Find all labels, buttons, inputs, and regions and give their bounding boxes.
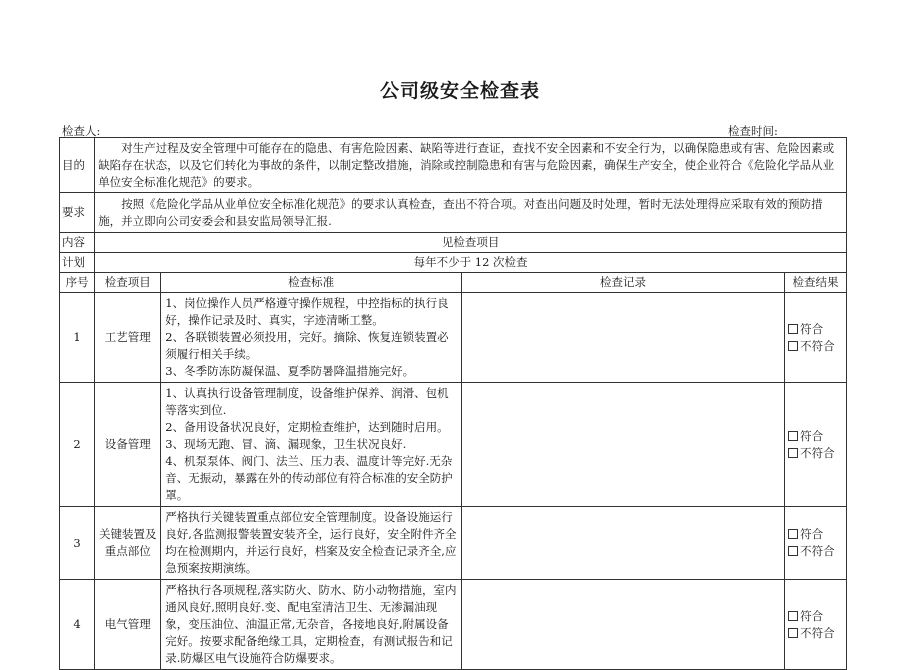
- content-row: [60, 233, 847, 253]
- checkbox-icon[interactable]: [788, 611, 798, 621]
- row-no: 2: [60, 383, 95, 507]
- row-standard: [161, 293, 462, 383]
- safety-check-table: [59, 137, 847, 670]
- row-result: [785, 383, 847, 507]
- purpose-row: [60, 138, 847, 193]
- standard-line: 严格执行各项规程,落实防火、防水、防小动物措施，室内通风良好,照明良好.变、配电室清洁卫生、无渗漏油现象，变压油位、油温正常,无杂音，各接地良好,附属设备完好。按要求配备绝缘工具，定期检查，有测试报告和记录.防爆区电气设施符合防爆要求。: [165, 583, 457, 665]
- fail-option[interactable]: [788, 625, 843, 642]
- pass-option[interactable]: [788, 608, 843, 625]
- pass-option[interactable]: [788, 321, 843, 338]
- table-row: [60, 580, 847, 670]
- header-standard: 检查标准: [161, 273, 462, 293]
- fail-label: 不符合: [800, 544, 835, 558]
- standard-line: 4、机泵泵体、阀门、法兰、压力表、温度计等完好.无杂音、无振动，暴露在外的传动部位有符合标准的安全防护罩。: [165, 454, 453, 502]
- fail-option[interactable]: [788, 445, 843, 462]
- standard-line: 2、备用设备状况良好，定期检查维护，达到随时启用。: [165, 420, 449, 434]
- header-row: [60, 273, 847, 293]
- standard-line: 1、岗位操作人员严格遵守操作规程，中控指标的执行良好，操作记录及时、真实，字迹清晰工整。: [165, 296, 449, 327]
- inspection-time-label: 检查时间:: [728, 124, 778, 138]
- purpose-label: 目的: [60, 138, 95, 193]
- row-result: [785, 293, 847, 383]
- row-result: [785, 580, 847, 670]
- standard-line: 3、冬季防冻防凝保温、夏季防暑降温措施完好。: [165, 364, 415, 378]
- row-item: 设备管理: [95, 383, 161, 507]
- row-item: 工艺管理: [95, 293, 161, 383]
- standard-line: 严格执行关键装置重点部位安全管理制度。设备设施运行良好,各监测报警装置安装齐全，运行良好，安全附件齐全均在检测期内，并运行良好，档案及安全检查记录齐全,应急预案按期演练。: [165, 510, 457, 575]
- checkbox-icon[interactable]: [788, 341, 798, 351]
- fail-option[interactable]: [788, 543, 843, 560]
- pass-label: 符合: [800, 321, 824, 336]
- standard-line: 1、认真执行设备管理制度，设备维护保养、润滑、包机等落实到位.: [165, 386, 449, 417]
- content-value: 见检查项目: [95, 233, 847, 253]
- checkbox-icon[interactable]: [788, 529, 798, 539]
- pass-label: 符合: [800, 608, 824, 623]
- header-item: 检查项目: [95, 273, 161, 293]
- fail-label: 不符合: [800, 338, 835, 353]
- requirement-text: 按照《危险化学品从业单位安全标准化规范》的要求认真检查，查出不符合项。对查出问题及时处理，暂时无法处理得应采取有效的预防措施，并立即向公司安委会和县安监局领导汇报.: [95, 193, 847, 233]
- row-record[interactable]: [462, 293, 785, 383]
- row-result: [785, 507, 847, 580]
- row-standard: [161, 383, 462, 507]
- requirement-label: 要求: [60, 193, 95, 233]
- purpose-text: 对生产过程及安全管理中可能存在的隐患、有害危险因素、缺陷等进行查证，查找不安全因素和不安全行为，以确保隐患或有害、危险因素或缺陷存在状态，以及它们转化为事故的条件，以制定整改措施，消除或控制隐患和有害与危险因素，确保生产安全，使企业符合《危险化学品从业单位安全标准化规范》的要求。: [95, 138, 847, 193]
- pass-label: 符合: [800, 527, 824, 541]
- row-no: 1: [60, 293, 95, 383]
- fail-label: 不符合: [800, 445, 835, 460]
- checkbox-icon[interactable]: [788, 628, 798, 638]
- row-record[interactable]: [462, 580, 785, 670]
- table-row: [60, 383, 847, 507]
- plan-row: [60, 253, 847, 273]
- header-record: 检查记录: [462, 273, 785, 293]
- table-row: [60, 507, 847, 580]
- plan-label: 计划: [60, 253, 95, 273]
- row-no: 4: [60, 580, 95, 670]
- row-no: 3: [60, 507, 95, 580]
- checkbox-icon[interactable]: [788, 324, 798, 334]
- checkbox-icon[interactable]: [788, 448, 798, 458]
- standard-line: 2、各联锁装置必须投用，完好。摘除、恢复连锁装置必须履行相关手续。: [165, 330, 449, 361]
- page-title: 公司级安全检查表: [379, 80, 540, 102]
- header-result: 检查结果: [785, 273, 847, 293]
- row-standard: [161, 580, 462, 670]
- standard-line: 3、现场无跑、冒、滴、漏现象，卫生状况良好.: [165, 437, 407, 451]
- row-item: 电气管理: [95, 580, 161, 670]
- checkbox-icon[interactable]: [788, 546, 798, 556]
- pass-label: 符合: [800, 428, 824, 443]
- requirement-row: [60, 193, 847, 233]
- row-standard: [161, 507, 462, 580]
- checkbox-icon[interactable]: [788, 431, 798, 441]
- pass-option[interactable]: [788, 428, 843, 445]
- fail-option[interactable]: [788, 338, 843, 355]
- inspector-label: 检查人:: [62, 124, 101, 138]
- pass-option[interactable]: [788, 526, 843, 543]
- row-item: 关键装置及重点部位: [95, 507, 161, 580]
- plan-value: 每年不少于 12 次检查: [95, 253, 847, 273]
- row-record[interactable]: [462, 507, 785, 580]
- row-record[interactable]: [462, 383, 785, 507]
- content-label: 内容: [60, 233, 95, 253]
- fail-label: 不符合: [800, 625, 835, 640]
- table-row: [60, 293, 847, 383]
- header-no: 序号: [60, 273, 95, 293]
